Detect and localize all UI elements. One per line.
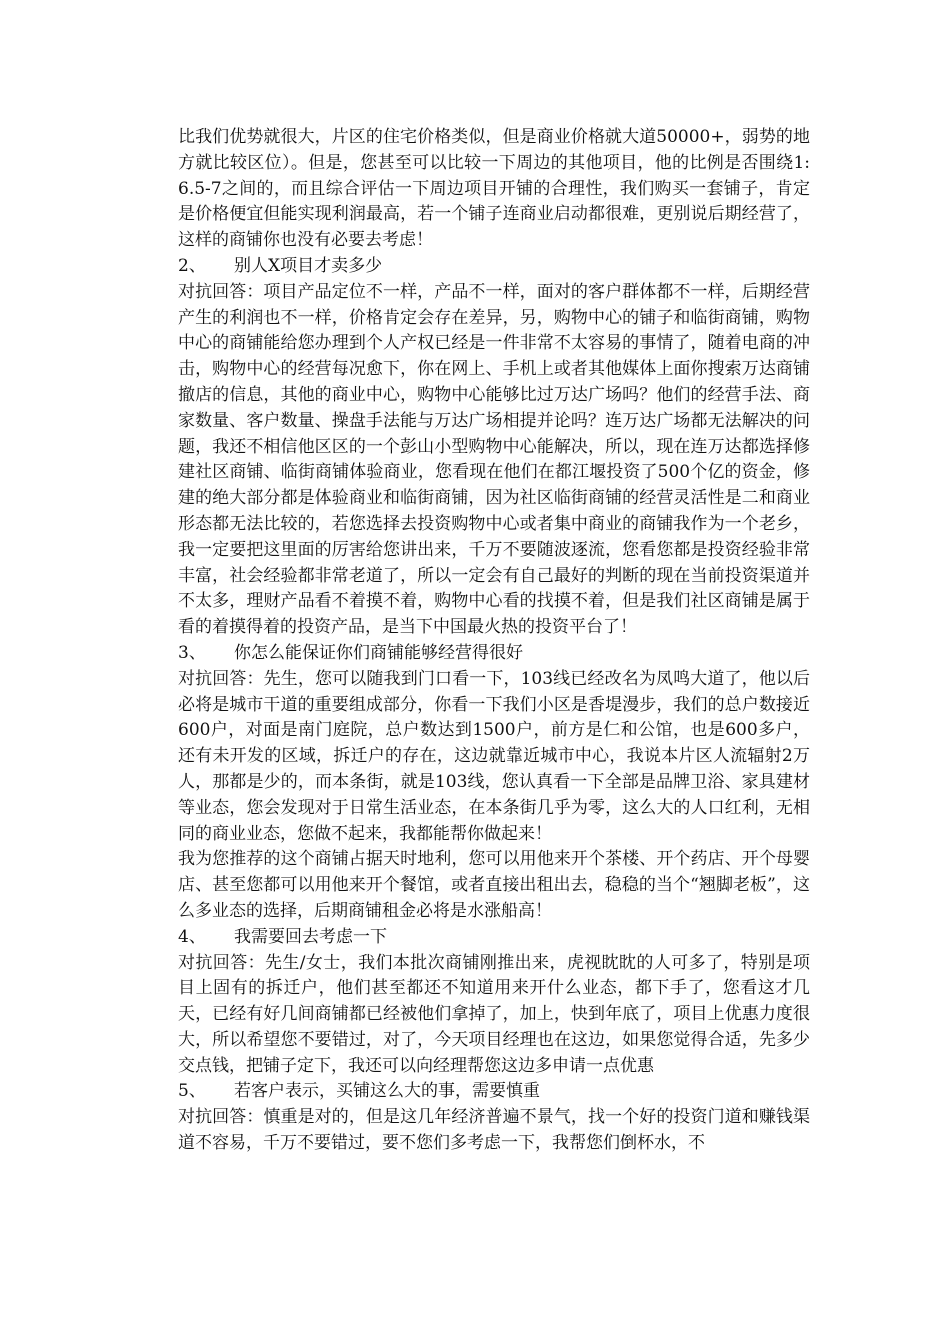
paragraph: 对抗回答：先生/女士，我们本批次商铺刚推出来，虎视眈眈的人可多了，特别是项目上固有的拆迁户，他们甚至都还不知道用来开什么业态，都下手了，您看这才几天，已经有好几间商铺都已经被他们拿掉了，加上，快到年底了，项目上优惠力度很大，所以希望您不要错过，对了，今天项目经理也在这边，如果您觉得合适，先多少交点钱，把铺子定下，我还可以向经理帮您这边多申请一点优惠 bbox=[178, 952, 810, 1076]
list-item bbox=[178, 925, 810, 951]
list-item bbox=[178, 641, 810, 667]
paragraph: 我为您推荐的这个商铺占据天时地利，您可以用他来开个茶楼、开个药店、开个母婴店、甚至您都可以用他来开个餐馆，或者直接出租出去，稳稳的当个“翘脚老板”，这么多业态的选择，后期商铺租金必将是水涨船高！ bbox=[178, 849, 810, 921]
paragraph: 对抗回答：先生，您可以随我到门口看一下，103线已经改名为凤鸣大道了，他以后必将是城市干道的重要组成部分，你看一下我们小区是香堤漫步，我们的总户数接近600户，对面是南门庭院，总户数达到1500户，前方是仁和公馆，也是600多户，还有未开发的区域，拆迁户的存在，这边就靠近城市中心，我说本片区人流辐射2万人，那都是少的，而本条街，就是103线，您认真看一下全部是品牌卫浴、家具建材等业态，您会发现对于日常生活业态，在本条街几乎为零，这么大的人口红利，无相同的商业业态，您做不起来，我都能帮你做起来！ bbox=[178, 668, 810, 844]
document-body bbox=[178, 125, 810, 1157]
item-heading: 我需要回去考虑一下 bbox=[234, 926, 387, 947]
list-item bbox=[178, 1079, 810, 1105]
item-number: 2、 bbox=[178, 255, 206, 276]
item-number: 3、 bbox=[178, 642, 206, 663]
item-heading: 你怎么能保证你们商铺能够经营得很好 bbox=[234, 642, 523, 663]
paragraph: 对抗回答：慎重是对的，但是这几年经济普遍不景气，找一个好的投资门道和赚钱渠道不容易，千万不要错过，要不您们多考虑一下，我帮您们倒杯水，不 bbox=[178, 1107, 810, 1154]
paragraph: 对抗回答：项目产品定位不一样，产品不一样，面对的客户群体都不一样，后期经营产生的利润也不一样，价格肯定会存在差异，另，购物中心的铺子和临街商铺，购物中心的商铺能给您办理到个人产权已经是一件非常不太容易的事情了，随着电商的冲击，购物中心的经营每况愈下，你在网上、手机上或者其他媒体上面你搜索万达商铺撤店的信息，其他的商业中心，购物中心能够比过万达广场吗？他们的经营手法、商家数量、客户数量、操盘手法能与万达广场相提并论吗？连万达广场都无法解决的问题，我还不相信他区区的一个彭山小型购物中心能解决，所以，现在连万达都选择修建社区商铺、临街商铺体验商业，您看现在他们在都江堰投资了500个亿的资金，修建的绝大部分都是体验商业和临街商铺，因为社区临街商铺的经营灵活性是二和商业形态都无法比较的，若您选择去投资购物中心或者集中商业的商铺我作为一个老乡，我一定要把这里面的厉害给您讲出来，千万不要随波逐流，您看您都是投资经验非常丰富，社会经验都非常老道了，所以一定会有自己最好的判断的现在当前投资渠道并不太多，理财产品看不着摸不着，购物中心看的找摸不着，但是我们社区商铺是属于看的着摸得着的投资产品，是当下中国最火热的投资平台了！ bbox=[178, 281, 810, 638]
list-item bbox=[178, 254, 810, 280]
paragraph: 比我们优势就很大，片区的住宅价格类似，但是商业价格就大道50000+，弱势的地方就比较区位）。但是，您甚至可以比较一下周边的其他项目，他的比例是否围绕1:6.5-7之间的，而且综合评估一下周边项目开铺的合理性，我们购买一套铺子，肯定是价格便宜但能实现利润最高，若一个铺子连商业启动都很难，更别说后期经营了，这样的商铺你也没有必要去考虑！ bbox=[178, 127, 810, 251]
item-number: 4、 bbox=[178, 926, 206, 947]
item-heading: 别人X项目才卖多少 bbox=[234, 255, 383, 276]
item-heading: 若客户表示，买铺这么大的事，需要慎重 bbox=[234, 1081, 540, 1102]
item-number: 5、 bbox=[178, 1081, 206, 1102]
